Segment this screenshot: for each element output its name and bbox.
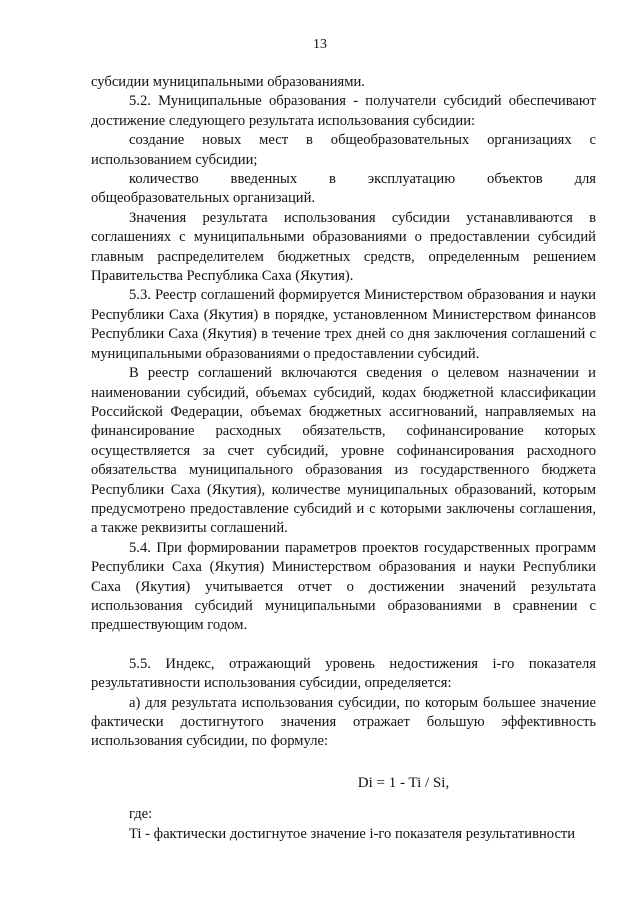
paragraph-5-4: 5.4. При формировании параметров проектов государственных программ Республики Саха (Якутия) Министерством образования и науки Республики Саха (Якутия) учитывается отчет о достижении значений результата использования субсидий муниципальными образованиями в сравнении с предшествующим годом.: [91, 539, 596, 634]
page-number: 13: [313, 37, 327, 52]
paragraph-ti-definition: Ti - фактически достигнутое значение i-го показателя результативности: [129, 825, 576, 842]
paragraph-continuation: субсидии муниципальными образованиями.: [91, 74, 365, 90]
formula: Di = 1 - Ti / Si,: [357, 774, 450, 791]
paragraph-where: где:: [129, 806, 153, 823]
paragraph-result-values: Значения результата использования субсидии устанавливаются в соглашениях с муниципальными образованиями о предоставлении субсидий главным распределителем бюджетных средств, определенным решением Правительства Республика Саха (Якутия).: [91, 209, 596, 285]
document-body: [91, 73, 596, 844]
paragraph-5-3: 5.3. Реестр соглашений формируется Министерством образования и науки Республики Саха (Якутия) в порядке, установленном Министерством финансов Республики Саха (Якутия) в течение трех дней со дня заключения соглашений с муниципальными образованиями о предоставлении субсидий.: [91, 287, 596, 362]
paragraph-registry-contents: В реестр соглашений включаются сведения о целевом назначении и наименовании субсидий, объемах субсидий, кодах бюджетной классификации Российской Федерации, объемах бюджетных ассигнований, направляемых на финансирование расходных обязательств, софинансирование которых осуществляется за счет субсидий, уровне софинансирования расходного обязательства муниципального образования из государственного бюджета Республики Саха (Якутия), количестве муниципальных образований, которым предусмотрено предоставление субсидий и с которыми заключены соглашения, а также реквизиты соглашений.: [91, 365, 596, 537]
paragraph-new-places: создание новых мест в общеобразовательных организациях с использованием субсидии;: [91, 132, 596, 168]
paragraph-5-5-a: а) для результата использования субсидии, по которым большее значение фактически достигнутого значения отражает большую эффективность использования субсидии, по формуле:: [91, 694, 596, 750]
paragraph-5-5: 5.5. Индекс, отражающий уровень недостижения i-го показателя результативности использования субсидии, определяется:: [91, 655, 596, 692]
paragraph-objects-count: количество введенных в эксплуатацию объектов для общеобразовательных организаций.: [91, 171, 596, 207]
paragraph-5-2: 5.2. Муниципальные образования - получатели субсидий обеспечивают достижение следующего результата использования субсидии:: [91, 93, 596, 129]
